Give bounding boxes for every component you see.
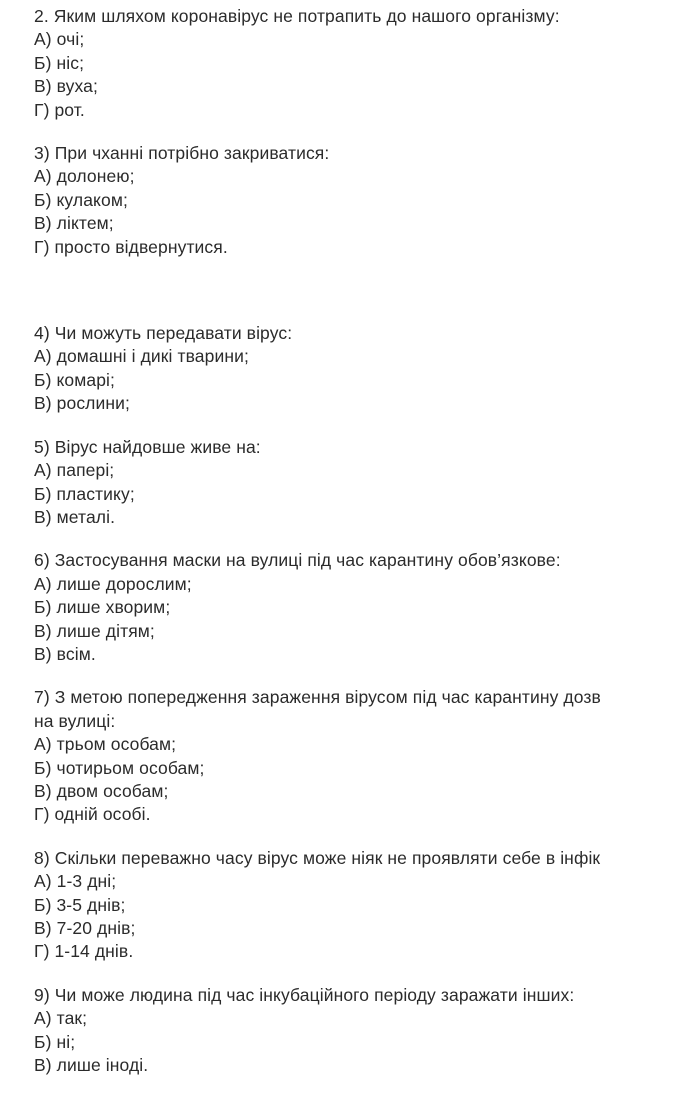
answer-option: А) долонею;: [34, 166, 135, 187]
answer-option: Б) чотирьом особам;: [34, 757, 205, 778]
answer-option: А) очі;: [34, 29, 85, 50]
question-text-continuation: на вулиці:: [34, 710, 116, 731]
answer-option: Б) 3-5 днів;: [34, 894, 126, 915]
answer-option: В) вуха;: [34, 76, 98, 97]
answer-option: Б) кулаком;: [34, 189, 128, 210]
answer-option: Б) ніс;: [34, 52, 85, 73]
answer-option: Б) комарі;: [34, 369, 116, 390]
answer-option: Б) лише хворим;: [34, 597, 171, 618]
answer-option: А) папері;: [34, 460, 115, 481]
question-7: [34, 686, 694, 826]
answer-option: В) металі.: [34, 506, 116, 527]
question-text: 4) Чи можуть передавати вірус:: [34, 323, 293, 344]
question-2: [34, 5, 694, 122]
question-text: 9) Чи може людина під час інкубаційного періоду заражати інших:: [34, 984, 575, 1005]
question-text: 6) Застосування маски на вулиці під час карантину обов’язкове:: [34, 550, 561, 571]
question-text: 8) Скільки переважно часу вірус може ніяк не проявляти себе в інфік: [34, 847, 601, 868]
answer-option: А) так;: [34, 1008, 88, 1029]
question-4: [34, 322, 694, 416]
answer-option: Б) пластику;: [34, 483, 135, 504]
answer-option: Г) 1-14 днів.: [34, 941, 134, 962]
question-8: [34, 847, 694, 964]
question-3: [34, 142, 694, 259]
answer-option: А) 1-3 дні;: [34, 871, 117, 892]
question-text: 7) З метою попередження зараження вірусом під час карантину дозв: [34, 687, 601, 708]
question-6: [34, 549, 694, 666]
answer-option: В) рослини;: [34, 393, 130, 414]
quiz-document: [34, 5, 694, 1097]
answer-option: В) 7-20 днів;: [34, 918, 136, 938]
answer-option: Б) ні;: [34, 1031, 76, 1052]
answer-option: В) лише іноді.: [34, 1055, 149, 1076]
answer-option: В) всім.: [34, 643, 96, 664]
answer-option: Г) рот.: [34, 99, 85, 120]
question-9: [34, 984, 694, 1078]
answer-option: А) трьом особам;: [34, 734, 177, 755]
answer-option: А) домашні і дикі тварини;: [34, 346, 249, 367]
answer-option: В) ліктем;: [34, 213, 114, 234]
question-text: 3) При чханні потрібно закриватися:: [34, 143, 330, 164]
question-text: 2. Яким шляхом коронавірус не потрапить до нашого організму:: [34, 6, 560, 26]
answer-option: В) лише дітям;: [34, 620, 155, 641]
question-5: [34, 436, 694, 530]
answer-option: В) двом особам;: [34, 780, 169, 801]
answer-option: А) лише дорослим;: [34, 573, 192, 594]
question-text: 5) Вірус найдовше живе на:: [34, 436, 261, 457]
answer-option: Г) просто відвернутися.: [34, 236, 228, 257]
answer-option: Г) одній особі.: [34, 804, 151, 825]
